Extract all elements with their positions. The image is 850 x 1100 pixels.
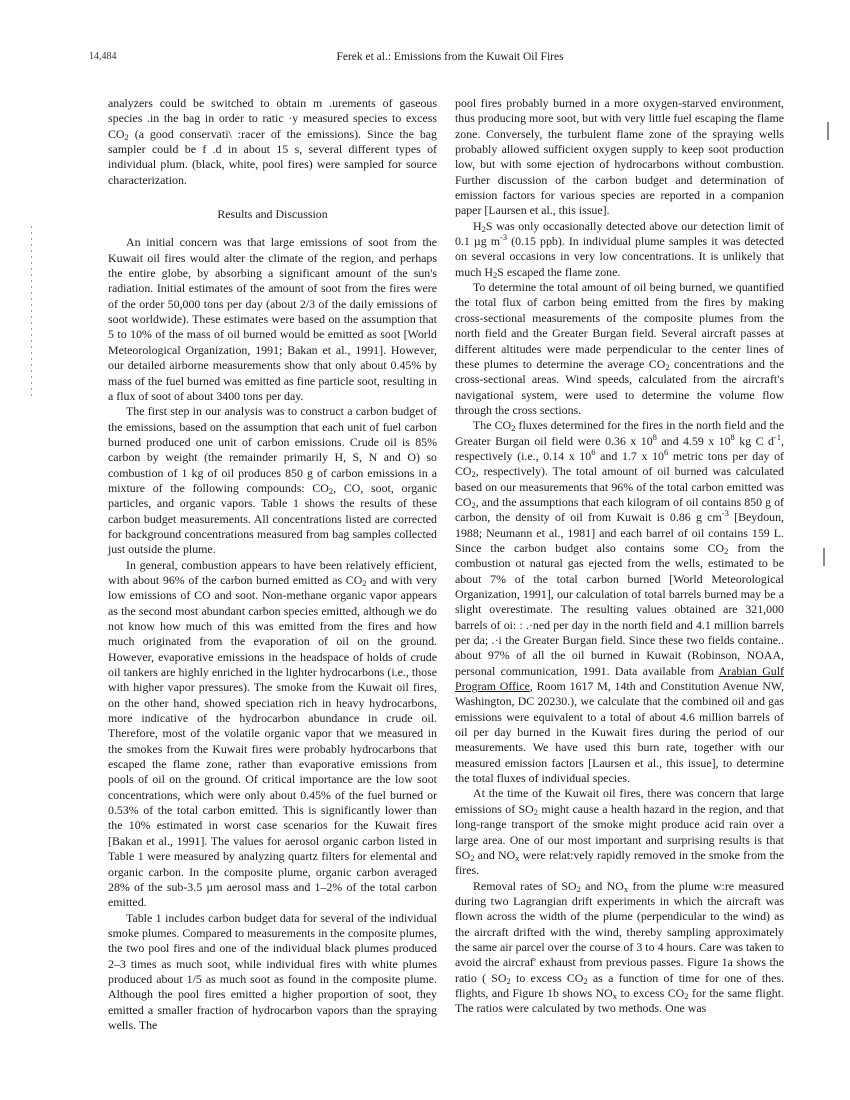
paragraph-continued: analyzers could be switched to obtain m .urements of gaseous species .in the bag in order to ratic ·y measured species to excess $CO_2$ (a good conservati\ :racer of the emissions). Since the bag sampler could be f .d in about 15 s, several different types of individual plum. (black, white, pool fires) were sampled for source characterization.	[108, 96, 437, 187]
paragraph-h2s: $H_2S$ was only occasionally detected above our detection limit of 0.1 µg $m^{-3}$ (0.15 ppb). In individual plume samples it was detected on several occasions in very low concentrations. It is unlikely that much $H_2S$ escaped the flame zone.	[455, 218, 785, 280]
scan-artifact-right-margin-bracket	[823, 548, 825, 566]
underlined-office-name: Arabian Gulf Program Office	[455, 663, 784, 694]
running-title: Ferek et al.: Emissions from the Kuwait Oil Fires	[336, 51, 564, 63]
paragraph-combustion-efficiency: In general, combustion appears to have been relatively efficient, with about 96% of the carbon burned emitted as $CO_2$ and with very low emissions of CO and soot. Non-methane organic vapor appears as the second most abundant carbon species emitted, although we do not know how much of this was emitted from the fires and how much originated from the evaporation of oil on the ground. However, evaporative emissions in the headspace of holds of crude oil tankers are highly enriched in the lighter hydrocarbons (i.e., those with higher vapor pressures). The smoke from the Kuwait oil fires, on the other hand, showed speciation rich in heavy hydrocarbons, more indicative of the hydrocarbon abundance in crude oil. Therefore, most of the volatile organic vapor that we measured in the smokes from the Kuwait fires were probably hydrocarbons that escaped the flame zone, rather than evaporative emissions from pools of oil on the ground. Of critical importance are the low soot concentrations, which were only about 0.45% of the fuel burned or 0.53% of the total carbon emitted. This is significantly lower than the 10% estimated in worst case scenarios for the Kuwait fires [Bakan et al., 1991]. The values for aerosol organic carbon listed in Table 1 were measured by analyzing quartz filters for elemental and organic carbon. In the composite plume, organic carbon averaged 28% of the sub-3.5 µm aerosol mass and 1–2% of the total carbon emitted.	[108, 557, 437, 910]
paragraph-individual-plumes: Table 1 includes carbon budget data for several of the individual smoke plumes. Compared to measurements in the composite plumes, the two pool fires and one of the individual black plumes produced 2–3 times as much soot, while individual fires with white plumes produced about 1/5 as much soot as found in the composite plume. Although the pool fires emitted a higher proportion of soot, they emitted a smaller fraction of hydrocarbon vapors than the spraying wells. The	[108, 910, 437, 1032]
paragraph-so2-concern: At the time of the Kuwait oil fires, there was concern that large emissions of $SO_2$ might cause a health hazard in the region, and that long-range transport of the smoke might produce acid rain over a large area. One of our most important and surprising results is that $SO_2$ and $NO_x$ were relat:vely rapidly removed in the smoke from the fires.	[455, 786, 784, 878]
right-column	[455, 96, 784, 1017]
paragraph-soot-concern: An initial concern was that large emissions of soot from the Kuwait oil fires would alter the climate of the region, and perhaps the entire globe, by absorbing a significant amount of the sun's radiation. Initial estimates of the amount of soot from the fires were of the order 50,000 tons per day (about 2/3 of the daily emissions of soot worldwide). These estimates were based on the assumption that 5 to 10% of the mass of oil burned would be emitted as soot [World Meteorological Organization, 1991; Bakan et al., 1991]. However, our detailed airborne measurements show that only about 0.45% by mass of the fuel burned was emitted as fine particle soot, resulting in a flux of soot of about 3400 tons per day.	[108, 235, 437, 403]
scan-artifact-right-margin-top	[827, 122, 829, 140]
paragraph-removal-rates: Removal rates of $SO_2$ and $NO_x$ from the plume w:re measured during two Lagrangian drift experiments in which the aircraft was flown across the width of the plume (perpendicular to the wind) as the aircraft drifted with the wind, thereby sampling approximately the same air parcel over the course of 3 to 4 hours. Care was taken to avoid the aircraf' exhaust from previous passes. Figure 1a shows the ratio ( $SO_2$ to excess $CO_2$ as a function of time for one of thes. flights, and Figure 1b shows $NO_x$ to excess $CO_2$ for the same flight. The ratios were calculated by two methods. One was	[455, 878, 785, 1016]
scan-artifact-left-margin	[31, 226, 32, 396]
paragraph-co2-fluxes: The $CO_2$ fluxes determined for the fires in the north field and the Greater Burgan oil field were 0.36 x $10^8$ and 4.59 x $10^8$ kg C $d^{-1}$, respectively (i.e., 0.14 x $10^6$ and 1.7 x $10^6$ metric tons per day of $CO_2$, respectively). The total amount of oil burned was calculated based on our measurements that 96% of the total carbon emitted was $CO_2$, and the assumptions that each kilogram of oil contains 850 g of carbon, the density of oil from Kuwait is 0.86 g $cm^{-3}$ [Beydoun, 1988; Neumann et al., 1981] and each barrel of oil contains 159 L. Since the carbon budget also contains some $CO_2$ from the combustion ot natural gas ejected from the wells, estimated to be about 7% of the total carbon burned [World Meteorological Organization, 1991], our calculation of total barrels burned may be a slight overestimate. The resulting values obtained are 321,000 barrels of oi: : .·ned per day in the north field and 4.1 million barrels per da; .·i the Greater Burgan field. Since these two fields containe.. about 97% of all the oil burned in Kuwait (Robinson, NOAA, personal communication, 1991. Data available from Arabian Gulf Program Office, Room 1617 M, 14th and Constitution Avenue NW, Washington, DC 20230.), we calculate that the combined oil and gas emissions were equivalent to a total of about 4.6 million barrels of oil per day burned in the Kuwait fires during the period of our measurements. We have used this burn rate, together with our measured emission factors [Laursen et al., this issue], to determine the total fluxes of individual species.	[455, 418, 785, 786]
left-column	[108, 96, 437, 1033]
section-heading: Results and Discussion	[217, 207, 328, 222]
paragraph-oil-burned: To determine the total amount of oil being burned, we quantified the total flux of carbon being emitted from the fires by making cross-sectional measurements of the composite plumes from the north field and the Greater Burgan field. Several aircraft passes at different altitudes were made perpendicular to the center lines of these plumes to determine the average $CO_2$ concentrations and the cross-sectional areas. Wind speeds, calculated from the aircraft's navigational system, were used to determine the volume flow through the cross sections.	[455, 280, 784, 417]
page-number: 14,484	[89, 51, 117, 62]
running-head	[0, 51, 850, 67]
paragraph-carbon-budget: The first step in our analysis was to construct a carbon budget of the emissions, based on the assumption that each unit of fuel carbon burned produced one unit of carbon emissions. Crude oil is 85% carbon by weight (the remainder primarily H, S, N and O) so combustion of 1 kg of oil produces 850 g of carbon emissions in a mixture of the following compounds: $CO_2$, CO, soot, organic particles, and organic vapors. Table 1 shows the results of these carbon budget measurements. All concentrations listed are corrected for background concentrations measured from bag samples collected just outside the plume.	[108, 404, 437, 557]
paragraph-pool-fires: pool fires probably burned in a more oxygen-starved environment, thus producing more soot, but with very little fuel escaping the flame zone. Conversely, the turbulent flame zone of the spraying wells probably allowed sufficient oxygen supply to keep soot production low, but with some ejection of hydrocarbons without combustion. Further discussion of the carbon budget and determination of emission factors for various species are reported in a companion paper [Laursen et al., this issue].	[455, 96, 784, 218]
